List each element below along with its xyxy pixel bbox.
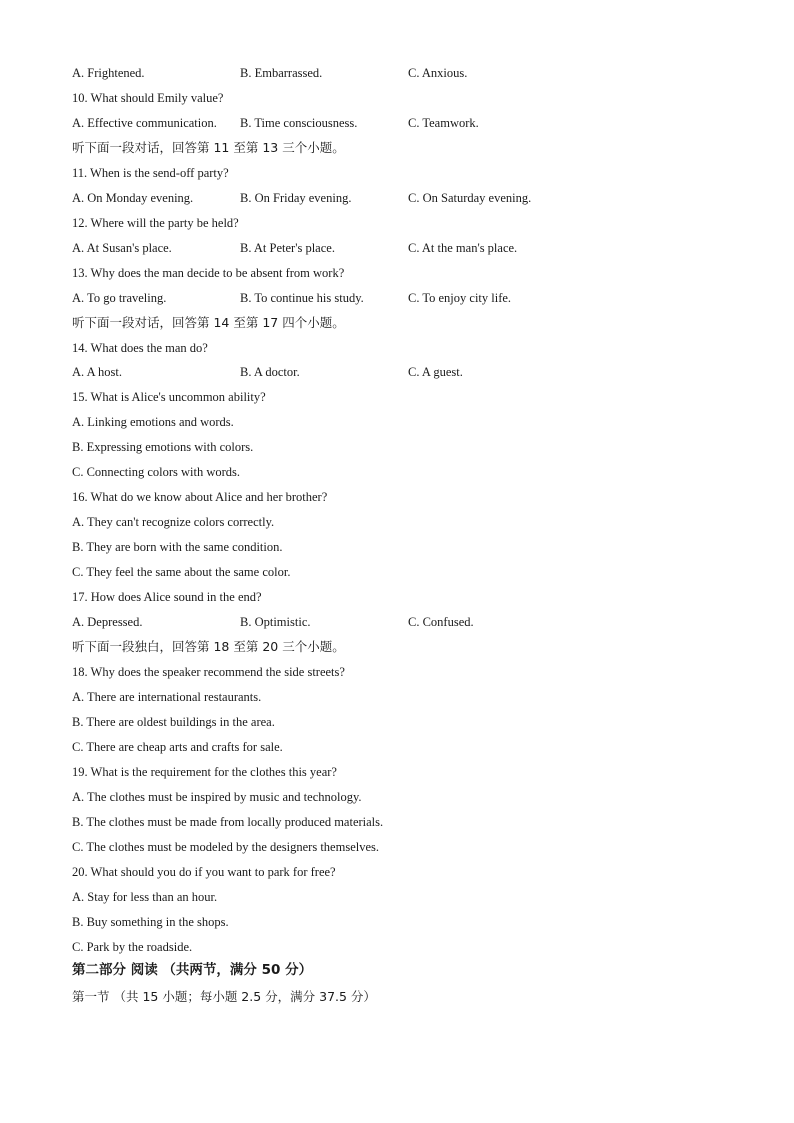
option-a: A. On Monday evening. — [72, 191, 194, 205]
question-line: C. They feel the same about the same color. — [72, 565, 291, 579]
answer-options-row — [72, 290, 722, 306]
question-line: A. There are international restaurants. — [72, 690, 262, 704]
question-line: B. Expressing emotions with colors. — [72, 440, 254, 454]
option-c: C. Anxious. — [408, 66, 468, 80]
option-c: C. Teamwork. — [408, 116, 479, 130]
question-line: 14. What does the man do? — [72, 341, 208, 355]
option-a: A. At Susan's place. — [72, 241, 172, 255]
question-line: 10. What should Emily value? — [72, 91, 224, 105]
question-line: B. They are born with the same condition. — [72, 540, 283, 554]
question-line: 11. When is the send-off party? — [72, 166, 229, 180]
question-line: C. There are cheap arts and crafts for sale. — [72, 740, 283, 754]
question-line: 20. What should you do if you want to park for free? — [72, 865, 336, 879]
section-heading: 第二部分 阅读 （共两节，满分 50 分） — [72, 962, 313, 978]
question-line: B. There are oldest buildings in the area. — [72, 715, 275, 729]
option-c: C. On Saturday evening. — [408, 191, 532, 205]
section-instruction: 第一节 （共 15 小题；每小题 2.5 分，满分 37.5 分） — [72, 989, 376, 1004]
question-line: 15. What is Alice's uncommon ability? — [72, 390, 266, 404]
question-line: B. Buy something in the shops. — [72, 915, 229, 929]
question-line: C. Connecting colors with words. — [72, 465, 241, 479]
question-line: 16. What do we know about Alice and her brother? — [72, 490, 328, 504]
option-b: B. To continue his study. — [240, 291, 364, 305]
question-line: 19. What is the requirement for the clothes this year? — [72, 765, 337, 779]
question-line: A. They can't recognize colors correctly. — [72, 515, 275, 529]
question-line: A. Linking emotions and words. — [72, 415, 234, 429]
option-b: B. Time consciousness. — [240, 116, 358, 130]
section-instruction: 听下面一段独白，回答第 18 至第 20 三个小题。 — [72, 639, 345, 654]
option-c: C. Confused. — [408, 615, 474, 629]
question-line: A. The clothes must be inspired by music and technology. — [72, 790, 362, 804]
question-line: B. The clothes must be made from locally produced materials. — [72, 815, 384, 829]
question-line: 17. How does Alice sound in the end? — [72, 590, 262, 604]
answer-options-row — [72, 614, 722, 630]
option-c: C. At the man's place. — [408, 241, 518, 255]
question-line: C. The clothes must be modeled by the designers themselves. — [72, 840, 380, 854]
question-line: A. Stay for less than an hour. — [72, 890, 218, 904]
section-instruction: 听下面一段对话，回答第 14 至第 17 四个小题。 — [72, 315, 345, 330]
question-line: 18. Why does the speaker recommend the side streets? — [72, 665, 345, 679]
option-a: A. Depressed. — [72, 615, 143, 629]
answer-options-row — [72, 65, 722, 81]
option-a: A. A host. — [72, 365, 123, 379]
question-line: 12. Where will the party be held? — [72, 216, 239, 230]
option-a: A. Frightened. — [72, 66, 145, 80]
option-b: B. Optimistic. — [240, 615, 311, 629]
answer-options-row — [72, 364, 722, 380]
question-line: C. Park by the roadside. — [72, 940, 193, 954]
option-a: A. Effective communication. — [72, 116, 217, 130]
answer-options-row — [72, 115, 722, 131]
answer-options-row — [72, 190, 722, 206]
answer-options-row — [72, 240, 722, 256]
option-c: C. To enjoy city life. — [408, 291, 512, 305]
question-line: 13. Why does the man decide to be absent from work? — [72, 266, 345, 280]
option-b: B. On Friday evening. — [240, 191, 352, 205]
option-b: B. Embarrassed. — [240, 66, 323, 80]
section-instruction: 听下面一段对话，回答第 11 至第 13 三个小题。 — [72, 140, 345, 155]
option-b: B. A doctor. — [240, 365, 300, 379]
option-b: B. At Peter's place. — [240, 241, 335, 255]
option-a: A. To go traveling. — [72, 291, 167, 305]
option-c: C. A guest. — [408, 365, 463, 379]
